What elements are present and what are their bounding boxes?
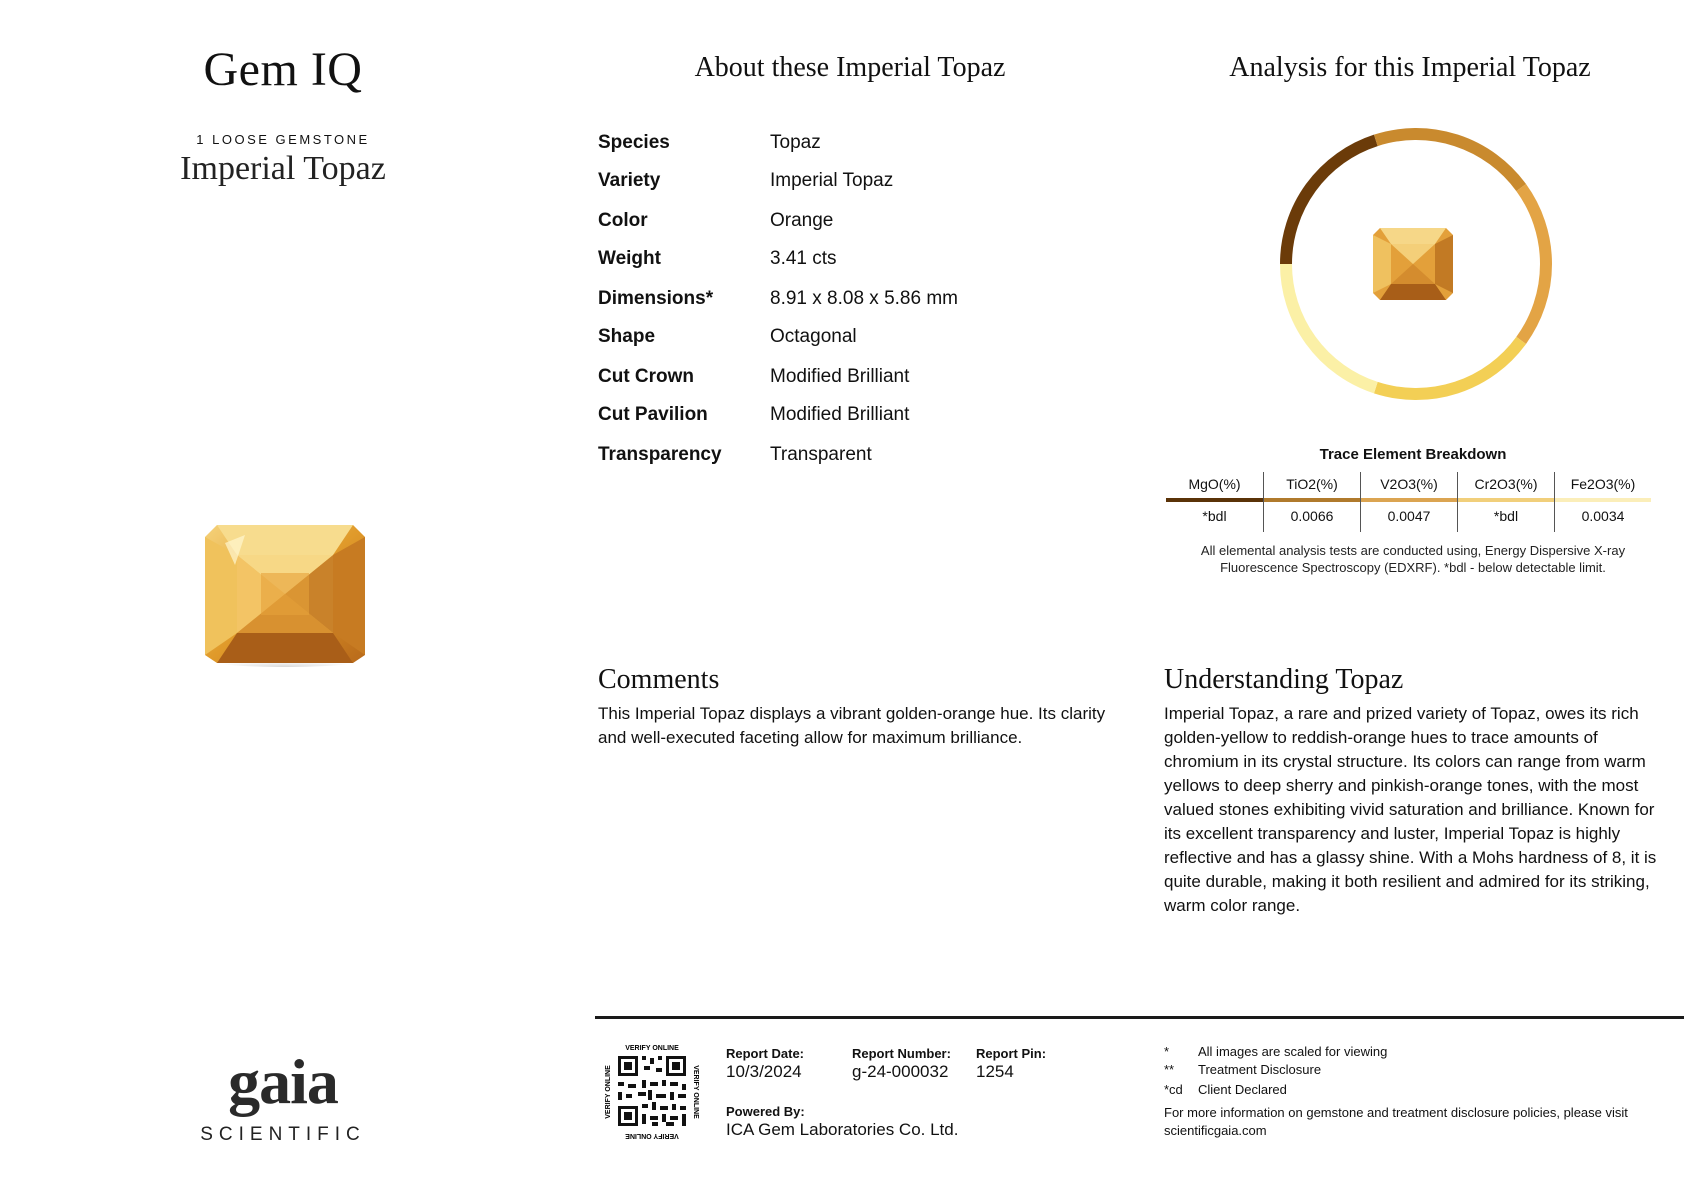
trace-col-value: 0.0066 (1290, 508, 1334, 524)
trace-col-bar (1458, 498, 1554, 502)
legend-text: Client Declared (1198, 1082, 1287, 1097)
about-heading: About these Imperial Topaz (694, 52, 1006, 83)
trace-col-mgo (1166, 472, 1263, 532)
trace-col-header: TiO2(%) (1286, 476, 1338, 492)
legend-symbol: * (1164, 1044, 1170, 1059)
trace-col-header: Cr2O3(%) (1474, 476, 1538, 492)
powered-by: ICA Gem Laboratories Co. Ltd. (726, 1120, 959, 1139)
ring-segment (1376, 134, 1521, 188)
gaia-logo-sub: SCIENTIFIC (200, 1124, 366, 1145)
gemstone-image (205, 525, 365, 667)
report-date: 10/3/2024 (726, 1062, 802, 1081)
trace-col-bar (1361, 498, 1457, 502)
analysis-heading: Analysis for this Imperial Topaz (1229, 52, 1591, 83)
trace-col-bar (1264, 498, 1360, 502)
legend-symbol: *cd (1164, 1082, 1183, 1097)
variety-title: Imperial Topaz (180, 150, 386, 187)
more-info-text: For more information on gemstone and treatment disclosure policies, please visit scientificgaia.com (1164, 1105, 1628, 1138)
legend-symbol: ** (1164, 1062, 1175, 1077)
trace-analysis-note: All elemental analysis tests are conducted using, Energy Dispersive X-ray Fluorescence Spectroscopy (EDXRF). *bdl - below detectable limit. (1200, 543, 1626, 575)
report-date-label: Report Date: (726, 1046, 805, 1061)
qr-caption-right: VERIFY ONLINE (692, 1065, 699, 1119)
spec-label: Weight (598, 248, 661, 269)
trace-col-tio2 (1263, 472, 1360, 532)
spec-value: Modified Brilliant (770, 404, 910, 425)
ring-segment (1521, 188, 1546, 341)
spec-value: Modified Brilliant (770, 366, 910, 387)
comments-heading: Comments (598, 664, 720, 695)
footer-divider (595, 1016, 1684, 1019)
spec-label: Species (598, 132, 670, 153)
report-number: g-24-000032 (852, 1062, 949, 1081)
spec-label: Color (598, 210, 648, 231)
comments-text: This Imperial Topaz displays a vibrant golden-orange hue. Its clarity and well-executed faceting allow for maximum brilliance. (598, 704, 1106, 747)
trace-col-v2o3 (1360, 472, 1457, 532)
spec-value: Orange (770, 210, 834, 231)
report-number-label: Report Number: (852, 1046, 951, 1061)
gaia-logo-word: gaia (228, 1046, 338, 1117)
spec-label: Dimensions* (598, 288, 714, 309)
qr-caption-bottom: VERIFY ONLINE (625, 1132, 679, 1139)
ring-segment (1286, 264, 1376, 388)
legend-text: Treatment Disclosure (1198, 1062, 1322, 1077)
trace-col-header: Fe2O3(%) (1570, 476, 1636, 492)
report-pin-label: Report Pin: (976, 1046, 1047, 1061)
spec-label: Transparency (598, 444, 722, 465)
report-pin: 1254 (976, 1062, 1014, 1081)
spec-value: Transparent (770, 444, 872, 465)
trace-col-bar (1166, 498, 1263, 502)
legend-text: All images are scaled for viewing (1198, 1044, 1388, 1059)
trace-col-value: 0.0047 (1387, 508, 1431, 524)
ring-segment (1286, 140, 1376, 264)
spec-label: Cut Crown (598, 366, 695, 387)
trace-element-title: Trace Element Breakdown (1319, 446, 1507, 463)
spec-value: 3.41 cts (770, 248, 837, 269)
trace-col-fe2o3 (1554, 472, 1651, 532)
brand-title: Gem IQ (203, 43, 363, 96)
spec-label: Shape (598, 326, 656, 347)
qr-caption-left: VERIFY ONLINE (605, 1065, 612, 1119)
trace-col-header: V2O3(%) (1380, 476, 1438, 492)
powered-by-label: Powered By: (726, 1104, 805, 1119)
trace-col-bar (1555, 498, 1651, 502)
verify-qr-code[interactable] (604, 1044, 700, 1140)
spec-value: Topaz (770, 132, 821, 153)
trace-col-cr2o3 (1457, 472, 1554, 532)
qr-caption-top: VERIFY ONLINE (625, 1045, 679, 1052)
trace-col-header: MgO(%) (1188, 476, 1241, 492)
trace-col-value: *bdl (1202, 508, 1227, 524)
spec-value: 8.91 x 8.08 x 5.86 mm (770, 288, 958, 309)
gemstone-count-label: 1 LOOSE GEMSTONE (196, 132, 370, 147)
ring-segment (1376, 340, 1521, 394)
spec-label: Variety (598, 170, 661, 191)
understanding-text: Imperial Topaz, a rare and prized variety of Topaz, owes its rich golden-yellow to reddish-orange hues to trace amounts of chromium in its crystal structure. Its colors can range from warm yellows to deep sherry and pinkish-orange tones, with the most valued stones exhibiting vivid saturation and brilliance. Known for its excellent transparency and luster, Imperial Topaz is highly reflective and has a glassy shine. With a Mohs hardness of 8, it is quite durable, making it both resilient and admired for its striking, warm color range. (1164, 704, 1657, 915)
spec-value: Octagonal (770, 326, 857, 347)
understanding-heading: Understanding Topaz (1164, 664, 1404, 695)
trace-col-value: *bdl (1493, 508, 1519, 524)
trace-col-value: 0.0034 (1581, 508, 1625, 524)
spec-label: Cut Pavilion (598, 404, 708, 425)
spec-value: Imperial Topaz (770, 170, 894, 191)
gemstone-thumbnail (1373, 228, 1453, 300)
